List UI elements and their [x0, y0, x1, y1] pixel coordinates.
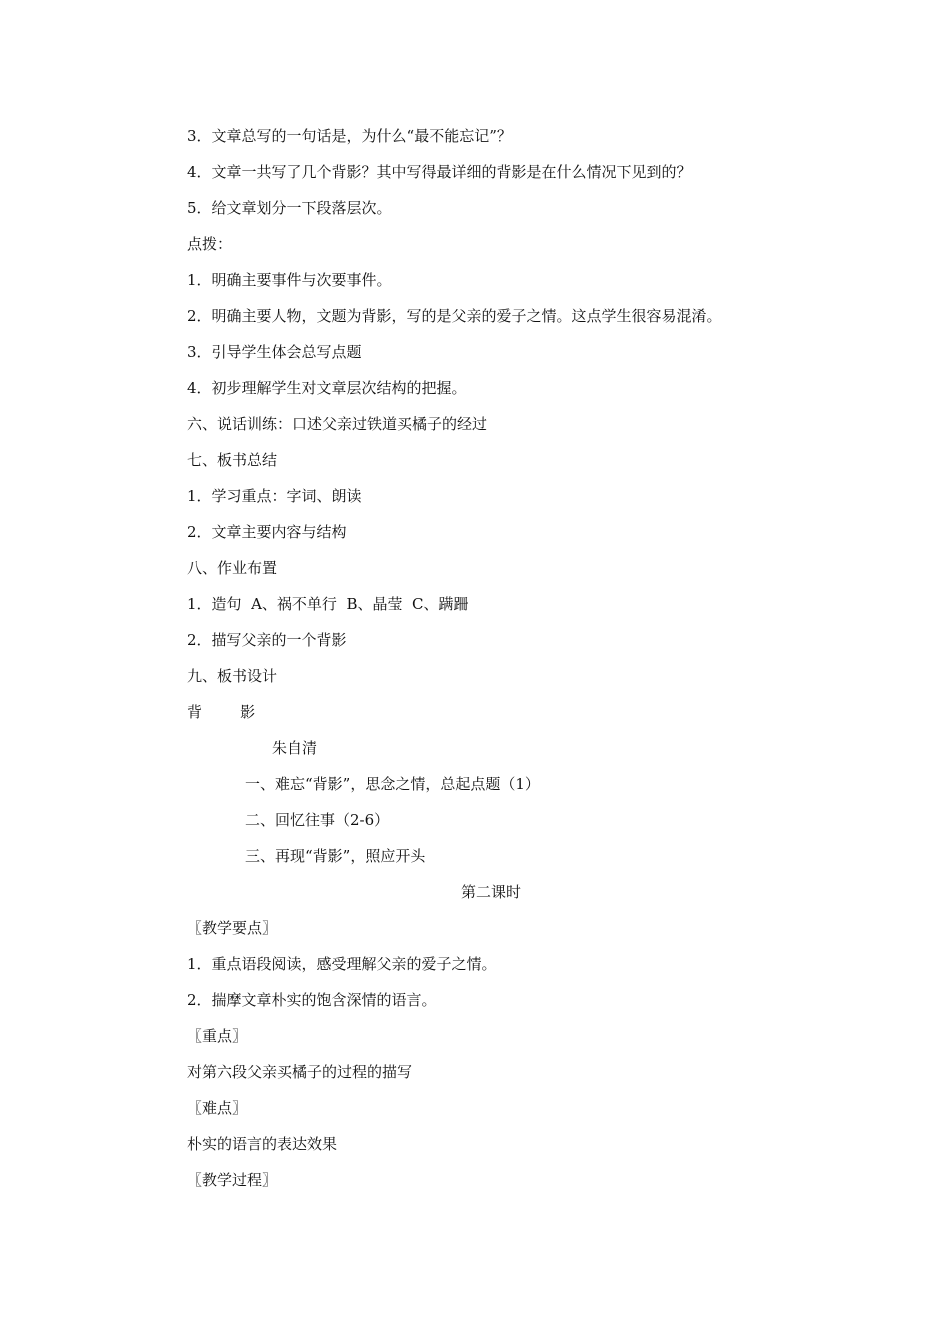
hint-item-4: 4．初步理解学生对文章层次结构的把握。 [187, 379, 467, 397]
hint-item-2: 2．明确主要人物，文题为背影，写的是父亲的爱子之情。这点学生很容易混淆。 [187, 307, 722, 325]
board-outline-3: 三、再现“背影”，照应开头 [245, 847, 426, 865]
question-5: 5．给文章划分一下段落层次。 [187, 199, 392, 217]
section-seven-heading: 七、板书总结 [187, 451, 278, 469]
lesson-two-heading: 第二课时 [460, 883, 521, 901]
board-outline-1: 一、难忘“背影”，思念之情，总起点题（1） [245, 775, 540, 793]
question-4: 4．文章一共写了几个背影？其中写得最详细的背影是在什么情况下见到的？ [187, 163, 692, 181]
section-nine-heading: 九、板书设计 [187, 667, 278, 685]
homework-item-2: 2．描写父亲的一个背影 [187, 631, 347, 649]
hint-heading: 点拨： [187, 235, 233, 253]
teaching-points-heading: 〖教学要点〗 [187, 919, 278, 937]
board-outline-2: 二、回忆往事（2-6） [245, 811, 390, 829]
board-title: 背 影 [187, 703, 256, 721]
key-point-heading: 〖重点〗 [187, 1027, 248, 1045]
key-point-text: 对第六段父亲买橘子的过程的描写 [187, 1063, 413, 1081]
teaching-point-2: 2．揣摩文章朴实的饱含深情的语言。 [187, 991, 437, 1009]
summary-item-2: 2．文章主要内容与结构 [187, 523, 347, 541]
section-six-heading: 六、说话训练：口述父亲过铁道买橘子的经过 [187, 415, 488, 433]
board-author: 朱自清 [272, 739, 318, 757]
homework-item-1: 1．造句 A、祸不单行 B、晶莹 C、蹒跚 [187, 595, 469, 613]
hint-item-3: 3．引导学生体会总写点题 [187, 343, 362, 361]
question-3: 3．文章总写的一句话是，为什么“最不能忘记”？ [187, 127, 512, 145]
hint-item-1: 1．明确主要事件与次要事件。 [187, 271, 392, 289]
section-eight-heading: 八、作业布置 [187, 559, 278, 577]
teaching-process-heading: 〖教学过程〗 [187, 1171, 278, 1189]
difficulty-text: 朴实的语言的表达效果 [187, 1135, 338, 1153]
summary-item-1: 1．学习重点：字词、朗读 [187, 487, 362, 505]
teaching-point-1: 1．重点语段阅读，感受理解父亲的爱子之情。 [187, 955, 497, 973]
difficulty-heading: 〖难点〗 [187, 1099, 248, 1117]
